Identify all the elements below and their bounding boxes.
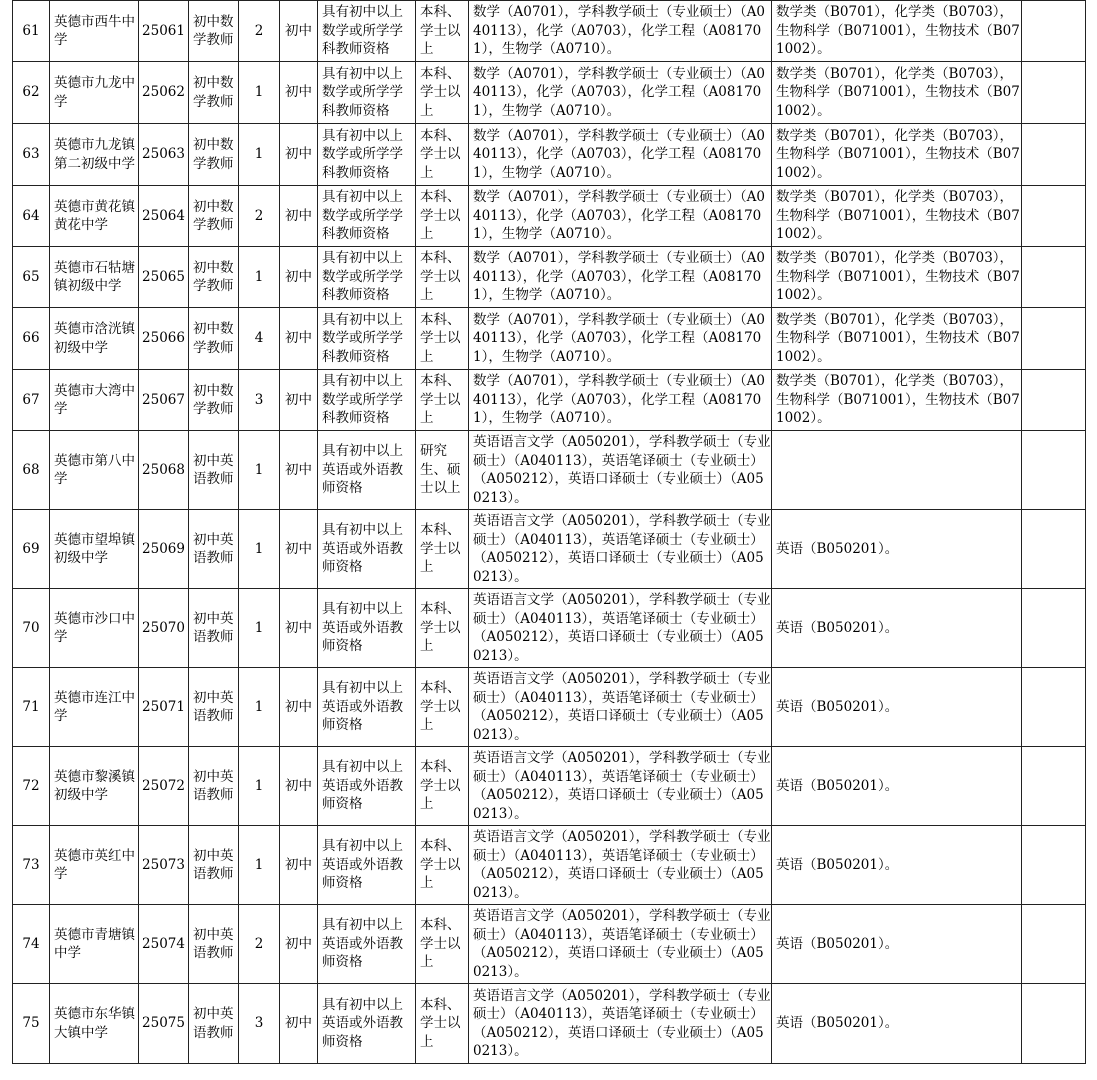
graduate-majors: 英语语言文学（A050201），学科教学硕士（专业硕士）（A040113），英语笔译硕士（专业硕士）（A050212），英语口译硕士（专业硕士）（A050213）。 bbox=[469, 826, 772, 905]
hire-count: 1 bbox=[239, 247, 280, 308]
education-requirement: 本科、学士以上 bbox=[416, 984, 469, 1064]
table-row bbox=[13, 589, 1086, 668]
hire-count: 1 bbox=[239, 589, 280, 668]
undergraduate-majors: 数学类（B0701），化学类（B0703），生物科学（B071001），生物技术（B071002）。 bbox=[772, 124, 1022, 186]
row-number: 68 bbox=[13, 431, 50, 510]
post-name: 初中英语教师 bbox=[189, 510, 239, 589]
table-row bbox=[13, 370, 1086, 431]
graduate-majors: 数学（A0701），学科教学硕士（专业硕士）（A040113），化学（A0703），化学工程（A081701），生物学（A0710）。 bbox=[469, 186, 772, 247]
school-level: 初中 bbox=[280, 186, 318, 247]
undergraduate-majors: 英语（B050201）。 bbox=[772, 984, 1022, 1064]
teacher-qualification: 具有初中以上英语或外语教师资格 bbox=[318, 510, 416, 589]
undergraduate-majors bbox=[772, 431, 1022, 510]
teacher-qualification: 具有初中以上英语或外语教师资格 bbox=[318, 984, 416, 1064]
post-name: 初中英语教师 bbox=[189, 826, 239, 905]
school-name: 英德市大湾中学 bbox=[50, 370, 139, 431]
table-row bbox=[13, 905, 1086, 984]
school-level: 初中 bbox=[280, 826, 318, 905]
graduate-majors: 数学（A0701），学科教学硕士（专业硕士）（A040113），化学（A0703），化学工程（A081701），生物学（A0710）。 bbox=[469, 308, 772, 370]
education-requirement: 本科、学士以上 bbox=[416, 308, 469, 370]
remarks bbox=[1022, 905, 1086, 984]
remarks bbox=[1022, 668, 1086, 747]
post-name: 初中数学教师 bbox=[189, 62, 239, 124]
school-level: 初中 bbox=[280, 747, 318, 826]
post-name: 初中数学教师 bbox=[189, 370, 239, 431]
teacher-qualification: 具有初中以上数学或所学学科教师资格 bbox=[318, 247, 416, 308]
school-name: 英德市黄花镇黄花中学 bbox=[50, 186, 139, 247]
table-row bbox=[13, 247, 1086, 308]
education-requirement: 本科、学士以上 bbox=[416, 668, 469, 747]
remarks bbox=[1022, 186, 1086, 247]
school-name: 英德市东华镇大镇中学 bbox=[50, 984, 139, 1064]
undergraduate-majors: 英语（B050201）。 bbox=[772, 510, 1022, 589]
graduate-majors: 英语语言文学（A050201），学科教学硕士（专业硕士）（A040113），英语笔译硕士（专业硕士）（A050212），英语口译硕士（专业硕士）（A050213）。 bbox=[469, 589, 772, 668]
recruitment-table bbox=[12, 0, 1086, 1064]
table-row bbox=[13, 747, 1086, 826]
row-number: 70 bbox=[13, 589, 50, 668]
graduate-majors: 数学（A0701），学科教学硕士（专业硕士）（A040113），化学（A0703），化学工程（A081701），生物学（A0710）。 bbox=[469, 62, 772, 124]
education-requirement: 本科、学士以上 bbox=[416, 370, 469, 431]
undergraduate-majors: 数学类（B0701），化学类（B0703），生物科学（B071001），生物技术（B071002）。 bbox=[772, 308, 1022, 370]
school-level: 初中 bbox=[280, 668, 318, 747]
row-number: 74 bbox=[13, 905, 50, 984]
school-name: 英德市黎溪镇初级中学 bbox=[50, 747, 139, 826]
graduate-majors: 数学（A0701），学科教学硕士（专业硕士）（A040113），化学（A0703），化学工程（A081701），生物学（A0710）。 bbox=[469, 1, 772, 62]
table-row bbox=[13, 984, 1086, 1064]
post-code: 25070 bbox=[139, 589, 189, 668]
school-level: 初中 bbox=[280, 510, 318, 589]
remarks bbox=[1022, 826, 1086, 905]
post-code: 25072 bbox=[139, 747, 189, 826]
undergraduate-majors: 数学类（B0701），化学类（B0703），生物科学（B071001），生物技术（B071002）。 bbox=[772, 247, 1022, 308]
remarks bbox=[1022, 589, 1086, 668]
remarks bbox=[1022, 247, 1086, 308]
school-name: 英德市浛洸镇初级中学 bbox=[50, 308, 139, 370]
post-name: 初中英语教师 bbox=[189, 431, 239, 510]
education-requirement: 本科、学士以上 bbox=[416, 747, 469, 826]
school-level: 初中 bbox=[280, 62, 318, 124]
school-level: 初中 bbox=[280, 247, 318, 308]
remarks bbox=[1022, 1, 1086, 62]
post-name: 初中英语教师 bbox=[189, 589, 239, 668]
school-level: 初中 bbox=[280, 370, 318, 431]
hire-count: 3 bbox=[239, 984, 280, 1064]
education-requirement: 本科、学士以上 bbox=[416, 826, 469, 905]
education-requirement: 本科、学士以上 bbox=[416, 62, 469, 124]
post-code: 25063 bbox=[139, 124, 189, 186]
post-name: 初中数学教师 bbox=[189, 124, 239, 186]
post-name: 初中数学教师 bbox=[189, 247, 239, 308]
education-requirement: 本科、学士以上 bbox=[416, 1, 469, 62]
post-name: 初中数学教师 bbox=[189, 1, 239, 62]
post-code: 25061 bbox=[139, 1, 189, 62]
hire-count: 1 bbox=[239, 431, 280, 510]
teacher-qualification: 具有初中以上数学或所学学科教师资格 bbox=[318, 186, 416, 247]
school-level: 初中 bbox=[280, 984, 318, 1064]
row-number: 63 bbox=[13, 124, 50, 186]
post-name: 初中数学教师 bbox=[189, 186, 239, 247]
post-code: 25062 bbox=[139, 62, 189, 124]
graduate-majors: 英语语言文学（A050201），学科教学硕士（专业硕士）（A040113），英语笔译硕士（专业硕士）（A050212），英语口译硕士（专业硕士）（A050213）。 bbox=[469, 747, 772, 826]
remarks bbox=[1022, 510, 1086, 589]
row-number: 69 bbox=[13, 510, 50, 589]
remarks bbox=[1022, 308, 1086, 370]
school-level: 初中 bbox=[280, 308, 318, 370]
school-level: 初中 bbox=[280, 905, 318, 984]
graduate-majors: 数学（A0701），学科教学硕士（专业硕士）（A040113），化学（A0703），化学工程（A081701），生物学（A0710）。 bbox=[469, 370, 772, 431]
row-number: 65 bbox=[13, 247, 50, 308]
hire-count: 4 bbox=[239, 308, 280, 370]
graduate-majors: 英语语言文学（A050201），学科教学硕士（专业硕士）（A040113），英语笔译硕士（专业硕士）（A050212），英语口译硕士（专业硕士）（A050213）。 bbox=[469, 431, 772, 510]
education-requirement: 本科、学士以上 bbox=[416, 247, 469, 308]
table-row bbox=[13, 431, 1086, 510]
graduate-majors: 数学（A0701），学科教学硕士（专业硕士）（A040113），化学（A0703），化学工程（A081701），生物学（A0710）。 bbox=[469, 124, 772, 186]
table-row bbox=[13, 510, 1086, 589]
remarks bbox=[1022, 984, 1086, 1064]
graduate-majors: 英语语言文学（A050201），学科教学硕士（专业硕士）（A040113），英语笔译硕士（专业硕士）（A050212），英语口译硕士（专业硕士）（A050213）。 bbox=[469, 984, 772, 1064]
school-level: 初中 bbox=[280, 1, 318, 62]
post-name: 初中英语教师 bbox=[189, 984, 239, 1064]
hire-count: 1 bbox=[239, 62, 280, 124]
undergraduate-majors: 数学类（B0701），化学类（B0703），生物科学（B071001），生物技术（B071002）。 bbox=[772, 370, 1022, 431]
row-number: 61 bbox=[13, 1, 50, 62]
table-body bbox=[13, 1, 1086, 1064]
remarks bbox=[1022, 124, 1086, 186]
row-number: 62 bbox=[13, 62, 50, 124]
hire-count: 2 bbox=[239, 186, 280, 247]
education-requirement: 本科、学士以上 bbox=[416, 186, 469, 247]
table-row bbox=[13, 186, 1086, 247]
table-row bbox=[13, 124, 1086, 186]
post-name: 初中英语教师 bbox=[189, 668, 239, 747]
school-name: 英德市第八中学 bbox=[50, 431, 139, 510]
school-name: 英德市九龙镇第二初级中学 bbox=[50, 124, 139, 186]
post-name: 初中数学教师 bbox=[189, 308, 239, 370]
row-number: 73 bbox=[13, 826, 50, 905]
remarks bbox=[1022, 431, 1086, 510]
teacher-qualification: 具有初中以上英语或外语教师资格 bbox=[318, 905, 416, 984]
undergraduate-majors: 英语（B050201）。 bbox=[772, 905, 1022, 984]
teacher-qualification: 具有初中以上英语或外语教师资格 bbox=[318, 826, 416, 905]
teacher-qualification: 具有初中以上英语或外语教师资格 bbox=[318, 668, 416, 747]
post-name: 初中英语教师 bbox=[189, 905, 239, 984]
table-row bbox=[13, 668, 1086, 747]
hire-count: 1 bbox=[239, 826, 280, 905]
undergraduate-majors: 英语（B050201）。 bbox=[772, 747, 1022, 826]
table-row bbox=[13, 308, 1086, 370]
graduate-majors: 数学（A0701），学科教学硕士（专业硕士）（A040113），化学（A0703），化学工程（A081701），生物学（A0710）。 bbox=[469, 247, 772, 308]
post-name: 初中英语教师 bbox=[189, 747, 239, 826]
hire-count: 3 bbox=[239, 370, 280, 431]
hire-count: 1 bbox=[239, 510, 280, 589]
undergraduate-majors: 英语（B050201）。 bbox=[772, 589, 1022, 668]
row-number: 67 bbox=[13, 370, 50, 431]
hire-count: 2 bbox=[239, 1, 280, 62]
school-name: 英德市英红中学 bbox=[50, 826, 139, 905]
remarks bbox=[1022, 370, 1086, 431]
undergraduate-majors: 英语（B050201）。 bbox=[772, 826, 1022, 905]
post-code: 25071 bbox=[139, 668, 189, 747]
graduate-majors: 英语语言文学（A050201），学科教学硕士（专业硕士）（A040113），英语笔译硕士（专业硕士）（A050212），英语口译硕士（专业硕士）（A050213）。 bbox=[469, 905, 772, 984]
post-code: 25064 bbox=[139, 186, 189, 247]
hire-count: 2 bbox=[239, 905, 280, 984]
school-name: 英德市九龙中学 bbox=[50, 62, 139, 124]
post-code: 25067 bbox=[139, 370, 189, 431]
education-requirement: 本科、学士以上 bbox=[416, 905, 469, 984]
teacher-qualification: 具有初中以上数学或所学学科教师资格 bbox=[318, 308, 416, 370]
teacher-qualification: 具有初中以上数学或所学学科教师资格 bbox=[318, 1, 416, 62]
school-name: 英德市西牛中学 bbox=[50, 1, 139, 62]
row-number: 75 bbox=[13, 984, 50, 1064]
graduate-majors: 英语语言文学（A050201），学科教学硕士（专业硕士）（A040113），英语笔译硕士（专业硕士）（A050212），英语口译硕士（专业硕士）（A050213）。 bbox=[469, 668, 772, 747]
post-code: 25066 bbox=[139, 308, 189, 370]
table-row bbox=[13, 1, 1086, 62]
row-number: 72 bbox=[13, 747, 50, 826]
teacher-qualification: 具有初中以上数学或所学学科教师资格 bbox=[318, 370, 416, 431]
teacher-qualification: 具有初中以上数学或所学学科教师资格 bbox=[318, 62, 416, 124]
school-name: 英德市沙口中学 bbox=[50, 589, 139, 668]
graduate-majors: 英语语言文学（A050201），学科教学硕士（专业硕士）（A040113），英语笔译硕士（专业硕士）（A050212），英语口译硕士（专业硕士）（A050213）。 bbox=[469, 510, 772, 589]
post-code: 25069 bbox=[139, 510, 189, 589]
school-name: 英德市石牯塘镇初级中学 bbox=[50, 247, 139, 308]
row-number: 64 bbox=[13, 186, 50, 247]
education-requirement: 本科、学士以上 bbox=[416, 510, 469, 589]
undergraduate-majors: 数学类（B0701），化学类（B0703），生物科学（B071001），生物技术（B071002）。 bbox=[772, 186, 1022, 247]
hire-count: 1 bbox=[239, 124, 280, 186]
education-requirement: 本科、学士以上 bbox=[416, 589, 469, 668]
school-name: 英德市望埠镇初级中学 bbox=[50, 510, 139, 589]
hire-count: 1 bbox=[239, 747, 280, 826]
education-requirement: 本科、学士以上 bbox=[416, 124, 469, 186]
table-row bbox=[13, 62, 1086, 124]
remarks bbox=[1022, 747, 1086, 826]
post-code: 25068 bbox=[139, 431, 189, 510]
school-level: 初中 bbox=[280, 431, 318, 510]
hire-count: 1 bbox=[239, 668, 280, 747]
teacher-qualification: 具有初中以上英语或外语教师资格 bbox=[318, 431, 416, 510]
teacher-qualification: 具有初中以上数学或所学学科教师资格 bbox=[318, 124, 416, 186]
school-name: 英德市连江中学 bbox=[50, 668, 139, 747]
post-code: 25074 bbox=[139, 905, 189, 984]
education-requirement: 研究生、硕士以上 bbox=[416, 431, 469, 510]
post-code: 25065 bbox=[139, 247, 189, 308]
row-number: 66 bbox=[13, 308, 50, 370]
undergraduate-majors: 数学类（B0701），化学类（B0703），生物科学（B071001），生物技术（B071002）。 bbox=[772, 62, 1022, 124]
school-level: 初中 bbox=[280, 589, 318, 668]
school-level: 初中 bbox=[280, 124, 318, 186]
post-code: 25075 bbox=[139, 984, 189, 1064]
table-row bbox=[13, 826, 1086, 905]
post-code: 25073 bbox=[139, 826, 189, 905]
undergraduate-majors: 英语（B050201）。 bbox=[772, 668, 1022, 747]
teacher-qualification: 具有初中以上英语或外语教师资格 bbox=[318, 589, 416, 668]
row-number: 71 bbox=[13, 668, 50, 747]
school-name: 英德市青塘镇中学 bbox=[50, 905, 139, 984]
teacher-qualification: 具有初中以上英语或外语教师资格 bbox=[318, 747, 416, 826]
undergraduate-majors: 数学类（B0701），化学类（B0703），生物科学（B071001），生物技术（B071002）。 bbox=[772, 1, 1022, 62]
remarks bbox=[1022, 62, 1086, 124]
